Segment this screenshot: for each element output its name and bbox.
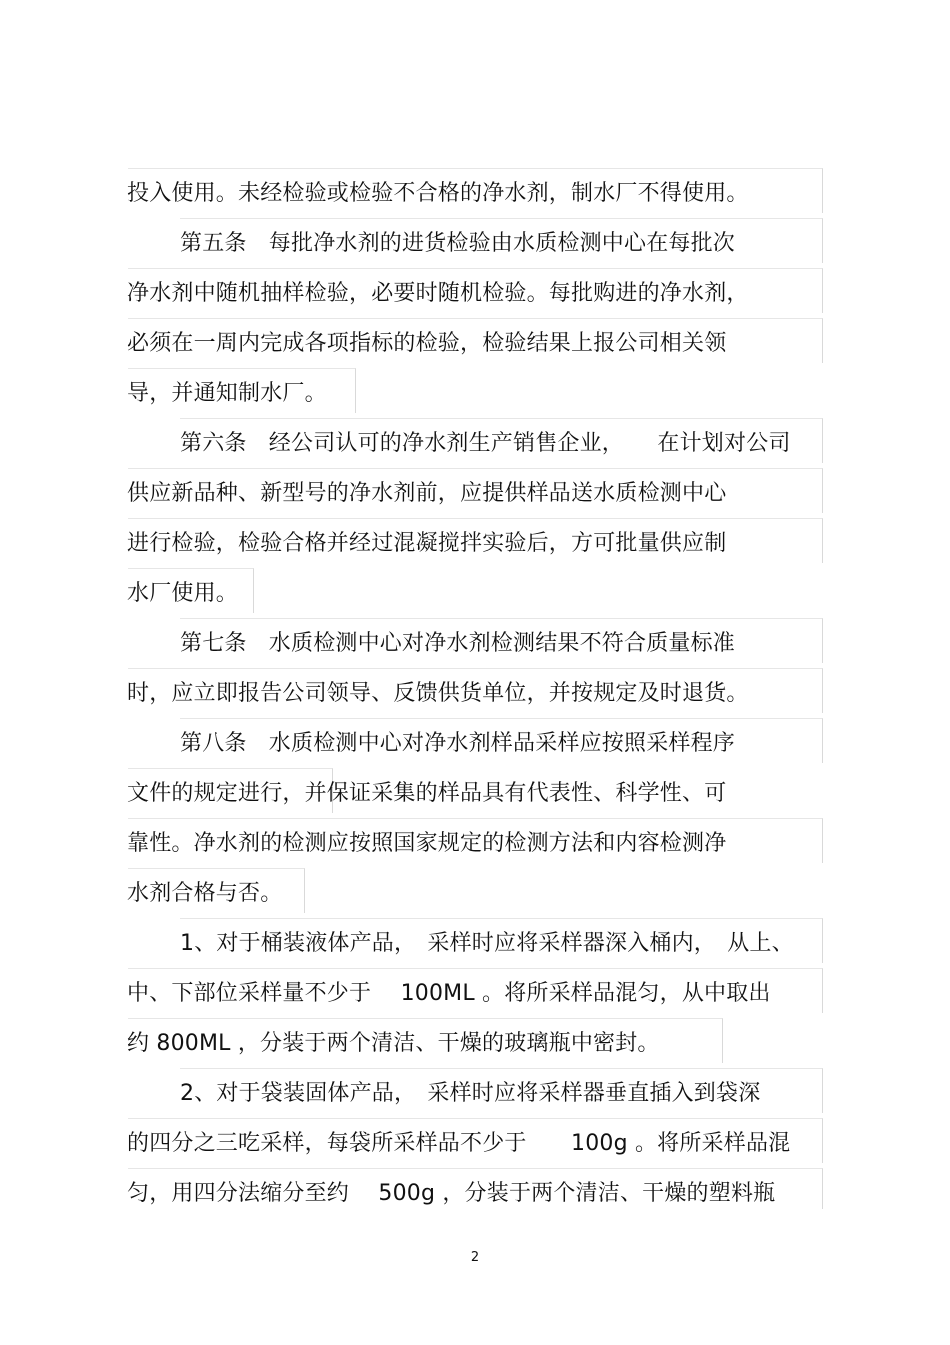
paragraph-line: 供应新品种、新型号的净水剂前，应提供样品送水质检测中心: [127, 481, 727, 506]
paragraph-line: 匀，用四分法缩分至约 500g ，分装于两个清洁、干燥的塑料瓶: [127, 1181, 776, 1206]
paragraph-line: 的四分之三吃采样，每袋所采样品不少于 100g 。将所采样品混: [127, 1131, 791, 1156]
paragraph-line: 中、下部位采样量不少于 100ML 。将所采样品混匀，从中取出: [127, 981, 771, 1006]
paragraph-line: 进行检验，检验合格并经过混凝搅拌实验后，方可批量供应制: [127, 531, 727, 556]
article-7-heading-line: 第七条 水质检测中心对净水剂检测结果不符合质量标准: [180, 631, 736, 656]
paragraph-line: 文件的规定进行，并保证采集的样品具有代表性、科学性、可: [127, 781, 727, 806]
paragraph-line: 必须在一周内完成各项指标的检验，检验结果上报公司相关领: [127, 331, 727, 356]
article-5-heading-line: 第五条 每批净水剂的进货检验由水质检测中心在每批次: [180, 231, 736, 256]
list-item-2-line: 2、对于袋装固体产品， 采样时应将采样器垂直插入到袋深: [180, 1081, 761, 1106]
paragraph-line: 导，并通知制水厂。: [127, 381, 327, 406]
paragraph-line: 水剂合格与否。: [127, 881, 283, 906]
paragraph-line: 净水剂中随机抽样检验，必要时随机检验。每批购进的净水剂，: [127, 281, 749, 306]
page-number: 2: [470, 1250, 480, 1265]
paragraph-line: 投入使用。未经检验或检验不合格的净水剂，制水厂不得使用。: [127, 181, 749, 206]
article-6-heading-line: 第六条 经公司认可的净水剂生产销售企业， 在计划对公司: [180, 431, 791, 456]
paragraph-line: 约 800ML ，分装于两个清洁、干燥的玻璃瓶中密封。: [127, 1031, 660, 1056]
article-8-heading-line: 第八条 水质检测中心对净水剂样品采样应按照采样程序: [180, 731, 736, 756]
paragraph-line: 时，应立即报告公司领导、反馈供货单位，并按规定及时退货。: [127, 681, 749, 706]
list-item-1-line: 1、对于桶装液体产品， 采样时应将采样器深入桶内， 从上、: [180, 931, 794, 956]
paragraph-line: 靠性。净水剂的检测应按照国家规定的检测方法和内容检测净: [127, 831, 727, 856]
paragraph-line: 水厂使用。: [127, 581, 239, 606]
